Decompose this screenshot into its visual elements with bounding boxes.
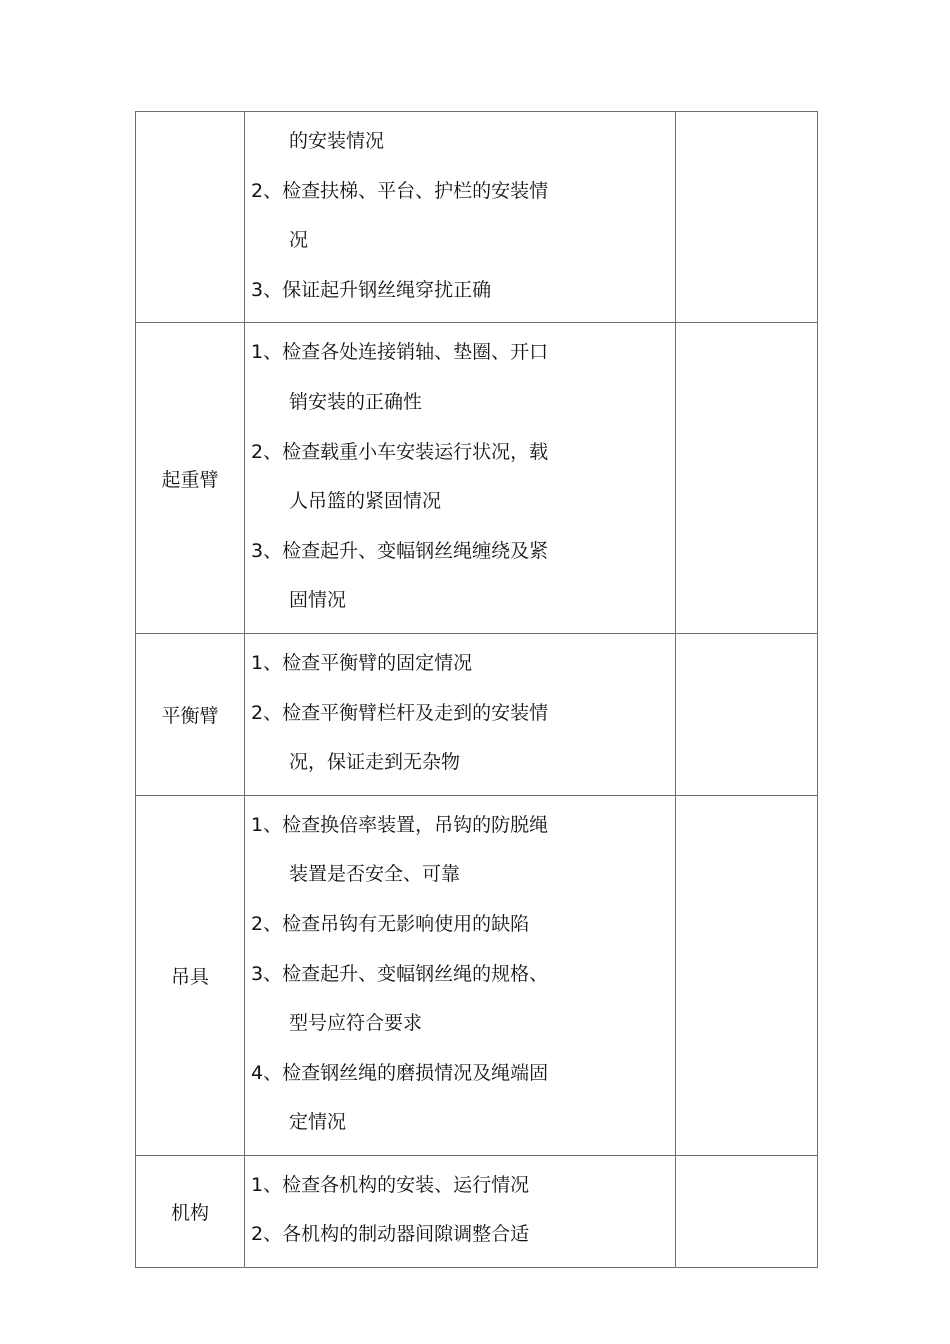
- category-cell: 起重臂: [136, 323, 245, 634]
- content-line: 况，保证走到无杂物: [289, 751, 461, 774]
- table-row: [136, 633, 818, 795]
- content-cell: [245, 323, 676, 634]
- category-cell: 平衡臂: [136, 633, 245, 795]
- category-cell: 吊具: [136, 795, 245, 1155]
- content-line: 3、检查起升、变幅钢丝绳缠绕及紧: [251, 539, 549, 562]
- table-body: [136, 112, 818, 1268]
- content-line: 装置是否安全、可靠: [289, 863, 461, 886]
- table-row: [136, 1155, 818, 1267]
- note-cell: [676, 633, 818, 795]
- content-line: 3、检查起升、变幅钢丝绳的规格、: [251, 962, 549, 985]
- note-cell: [676, 1155, 818, 1267]
- note-cell: [676, 112, 818, 323]
- table-row: [136, 112, 818, 323]
- category-cell: 机构: [136, 1155, 245, 1267]
- note-cell: [676, 323, 818, 634]
- content-line: 2、检查载重小车安装运行状况，载: [251, 440, 549, 463]
- content-line: 4、检查钢丝绳的磨损情况及绳端固: [251, 1061, 549, 1084]
- content-line: 2、检查扶梯、平台、护栏的安装情: [251, 179, 549, 202]
- content-line: 1、检查平衡臂的固定情况: [251, 651, 473, 674]
- category-cell: [136, 112, 245, 323]
- content-line: 定情况: [289, 1111, 347, 1134]
- content-line: 1、检查各处连接销轴、垫圈、开口: [251, 341, 549, 364]
- content-line: 1、检查换倍率装置，吊钩的防脱绳: [251, 813, 549, 836]
- content-line: 2、各机构的制动器间隙调整合适: [251, 1223, 530, 1246]
- content-line: 销安装的正确性: [289, 390, 423, 413]
- content-line: 的安装情况: [289, 130, 385, 152]
- inspection-table: [135, 111, 818, 1268]
- content-line: 况: [289, 229, 309, 252]
- content-cell: [245, 1155, 676, 1267]
- content-line: 2、检查平衡臂栏杆及走到的安装情: [251, 701, 549, 724]
- content-cell: [245, 112, 676, 323]
- content-line: 1、检查各机构的安装、运行情况: [251, 1173, 530, 1196]
- note-cell: [676, 795, 818, 1155]
- content-line: 人吊篮的紧固情况: [289, 490, 442, 513]
- table-row: [136, 323, 818, 634]
- table-row: [136, 795, 818, 1155]
- content-cell: [245, 795, 676, 1155]
- content-line: 型号应符合要求: [289, 1012, 423, 1035]
- content-line: 固情况: [289, 589, 347, 612]
- content-line: 2、检查吊钩有无影响使用的缺陷: [251, 912, 530, 935]
- content-cell: [245, 633, 676, 795]
- content-line: 3、保证起升钢丝绳穿扰正确: [251, 278, 492, 301]
